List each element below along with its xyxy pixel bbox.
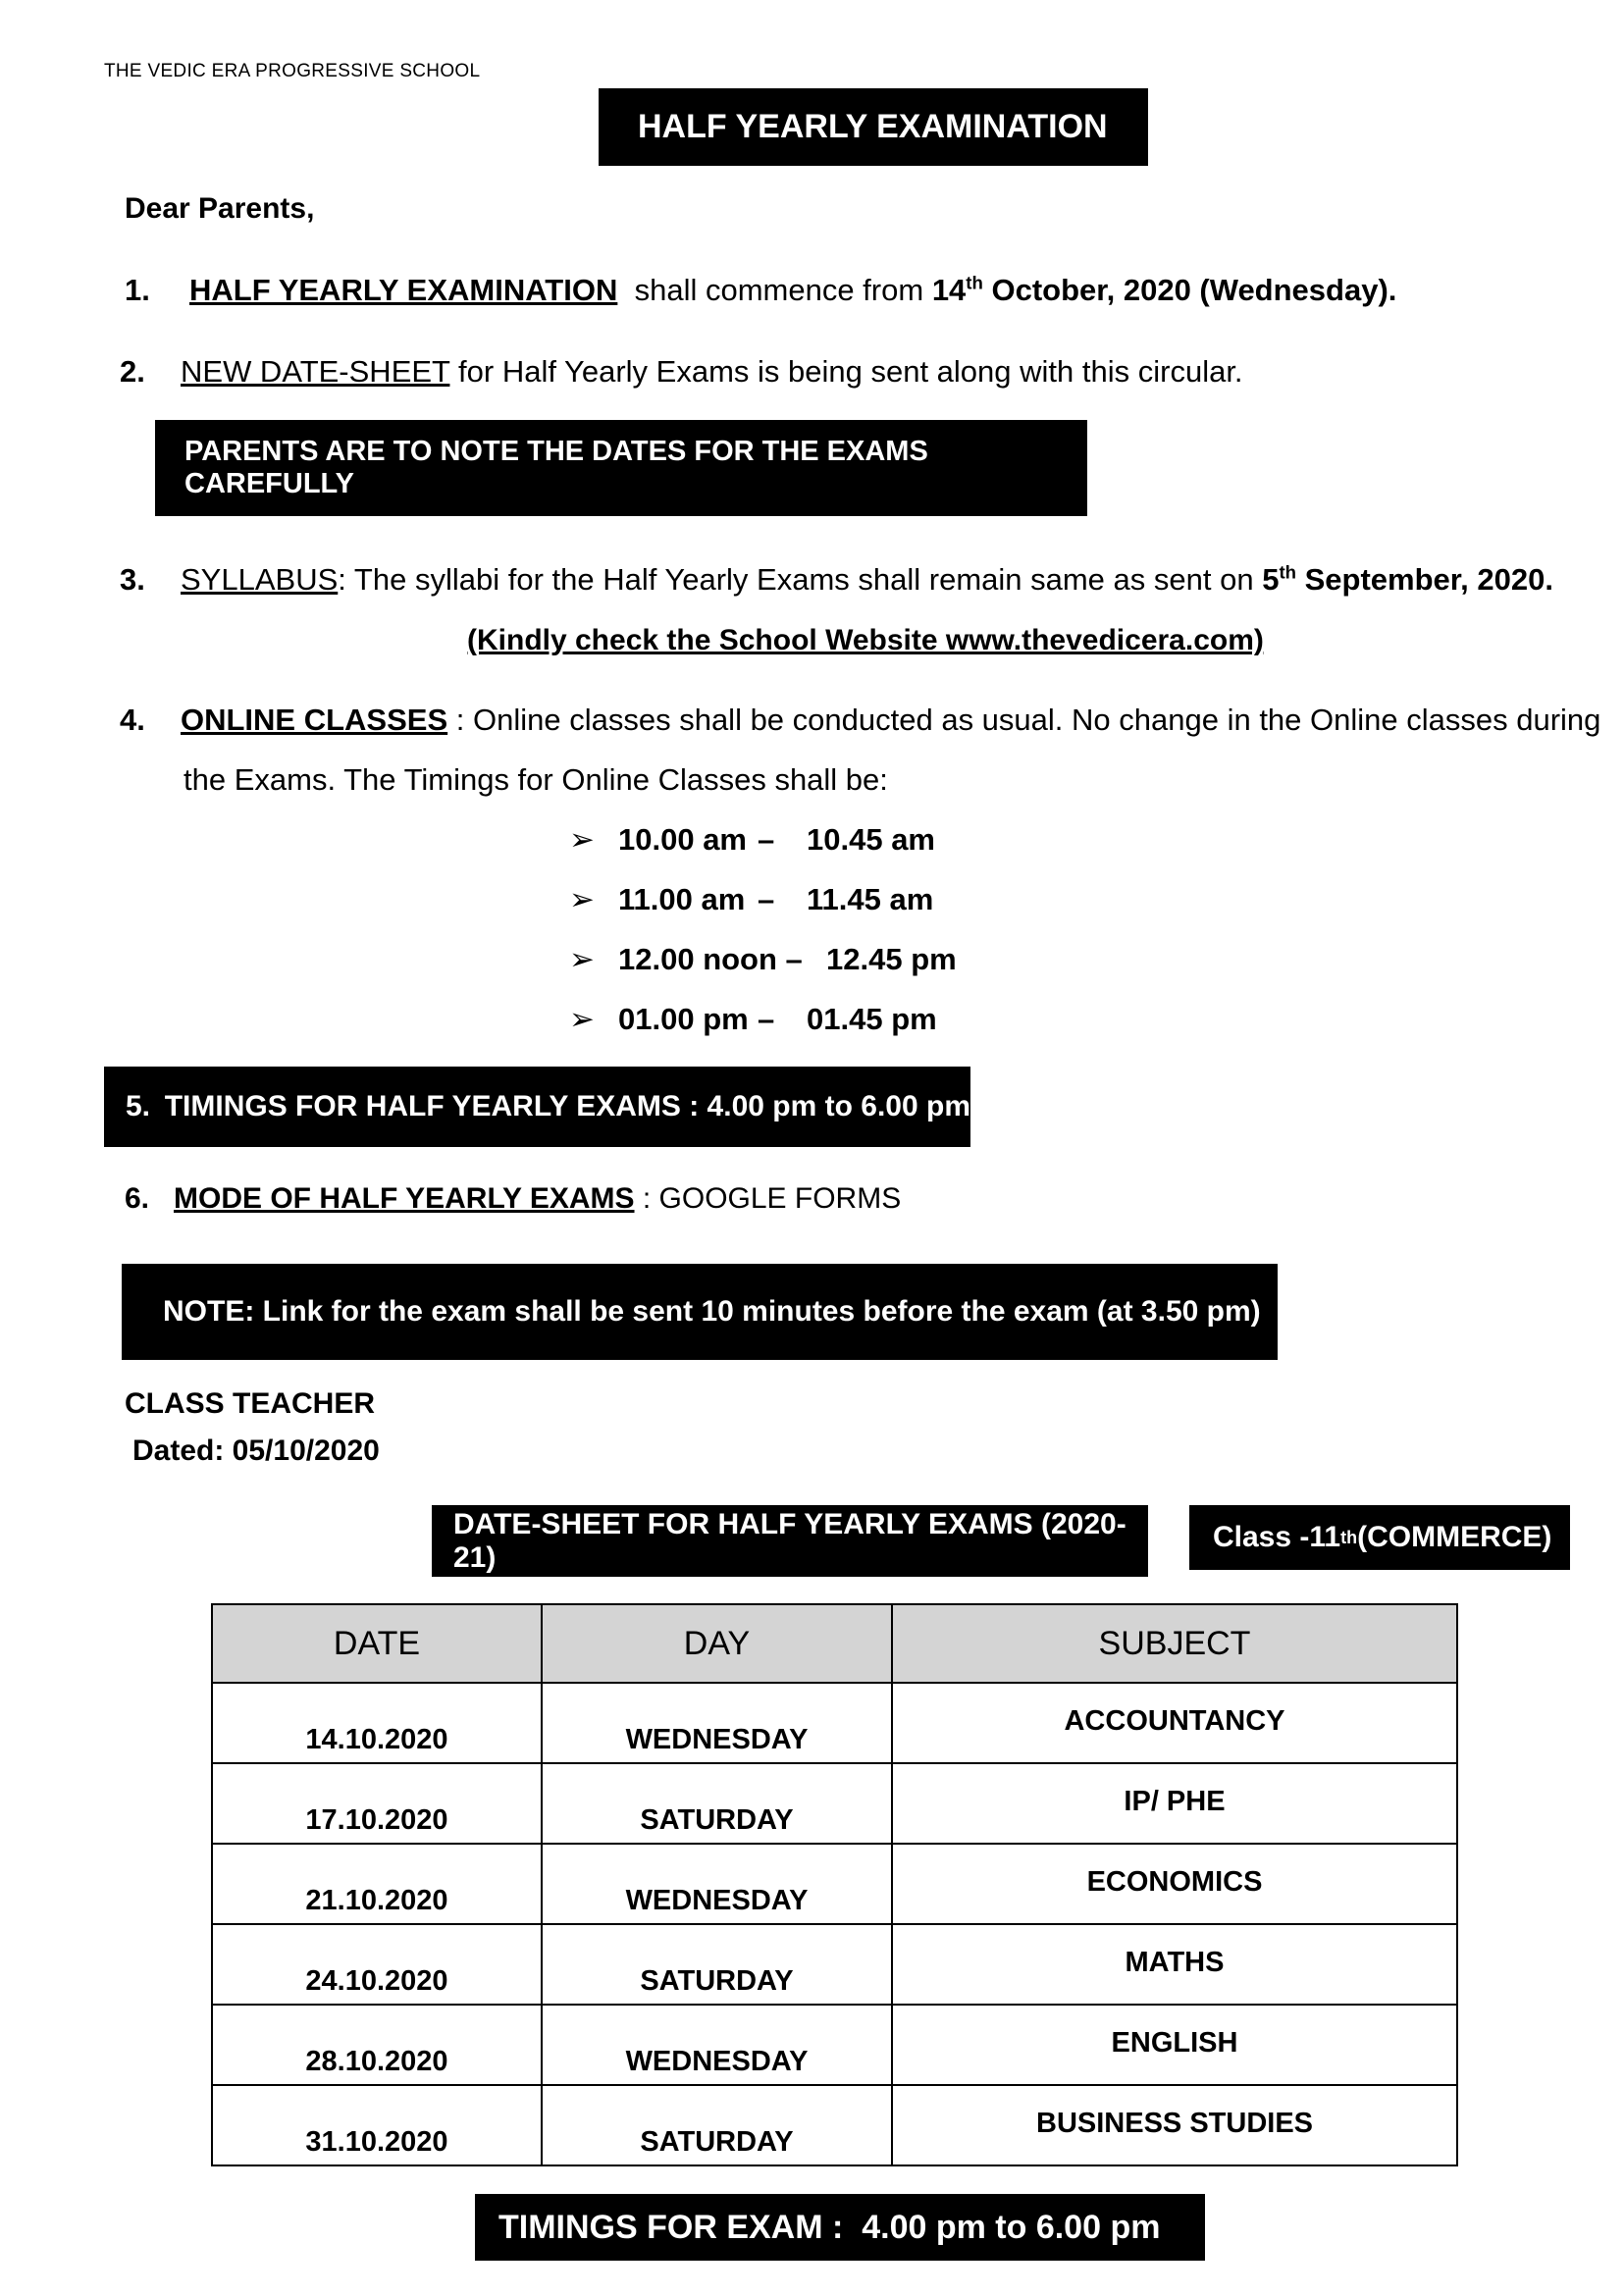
item-5-number: 5.	[126, 1090, 151, 1122]
day-cell: WEDNESDAY	[625, 1724, 809, 1755]
day-cell: SATURDAY	[640, 2126, 794, 2158]
item-4-text: : Online classes shall be conducted as usual. No change in the Online classes during	[447, 703, 1601, 737]
online-timing-3: ➢ 12.00 noon – 12.45 pm	[569, 942, 957, 976]
subject-cell: ENGLISH	[1111, 2027, 1238, 2059]
item-2	[120, 354, 1243, 390]
online-timing-4: ➢ 01.00 pm – 01.45 pm	[569, 1002, 937, 1036]
greeting: Dear Parents,	[125, 192, 315, 225]
item-3-text: : The syllabi for the Half Yearly Exams shall remain same as sent on	[338, 562, 1263, 597]
note-link-banner: NOTE: Link for the exam shall be sent 10 minutes before the exam (at 3.50 pm)	[122, 1264, 1278, 1360]
table-row	[212, 2085, 1457, 2165]
item-1-heading: HALF YEARLY EXAMINATION	[189, 273, 618, 307]
column-header-subject: SUBJECT	[892, 1604, 1457, 1683]
item-6	[125, 1182, 901, 1216]
item-2-number: 2.	[120, 354, 145, 389]
date-cell: 24.10.2020	[305, 1965, 448, 1997]
subject-cell: BUSINESS STUDIES	[1036, 2108, 1313, 2139]
day-cell: SATURDAY	[640, 1804, 794, 1836]
footer-exam-timing: TIMINGS FOR EXAM : 4.00 pm to 6.00 pm	[475, 2194, 1205, 2261]
item-3-number: 3.	[120, 562, 145, 597]
online-timing-2: ➢ 11.00 am – 11.45 am	[569, 882, 934, 916]
day-cell: WEDNESDAY	[625, 2046, 809, 2077]
item-4-number: 4.	[120, 703, 145, 737]
item-5-text: : 4.00 pm to 6.00 pm	[689, 1090, 970, 1122]
column-header-day: DAY	[542, 1604, 892, 1683]
subject-cell: MATHS	[1125, 1947, 1225, 1978]
item-4-text-continued: the Exams. The Timings for Online Classes shall be:	[183, 762, 888, 797]
datesheet-table	[211, 1603, 1458, 2166]
item-5-heading: TIMINGS FOR HALF YEARLY EXAMS	[164, 1090, 681, 1122]
item-2-heading: NEW DATE-SHEET	[181, 354, 450, 389]
subject-cell: ACCOUNTANCY	[1064, 1705, 1285, 1737]
table-header-row	[212, 1604, 1457, 1683]
class-label: Class -11 th (COMMERCE)	[1189, 1505, 1570, 1570]
datesheet-title: DATE-SHEET FOR HALF YEARLY EXAMS (2020-21)	[432, 1505, 1148, 1577]
exam-timings-banner	[104, 1067, 970, 1147]
item-6-heading: MODE OF HALF YEARLY EXAMS	[174, 1182, 635, 1215]
date-cell: 28.10.2020	[305, 2046, 448, 2077]
dated: Dated: 05/10/2020	[132, 1434, 380, 1467]
online-timing-1: ➢ 10.00 am – 10.45 am	[569, 822, 935, 857]
table-row	[212, 2005, 1457, 2085]
school-website-link[interactable]: (Kindly check the School Website www.thevedicera.com)	[467, 624, 1264, 656]
day-cell: WEDNESDAY	[625, 1885, 809, 1916]
arrow-icon: ➢	[569, 1002, 595, 1036]
item-3-date: 5th September, 2020.	[1262, 561, 1553, 597]
item-3-heading: SYLLABUS	[181, 562, 339, 597]
item-4	[120, 703, 1600, 738]
note-dates-banner: PARENTS ARE TO NOTE THE DATES FOR THE EXAMS CAREFULLY	[155, 420, 1087, 516]
class-teacher-signature: CLASS TEACHER	[125, 1387, 376, 1420]
column-header-date: DATE	[212, 1604, 542, 1683]
school-name: THE VEDIC ERA PROGRESSIVE SCHOOL	[104, 61, 481, 81]
item-3	[120, 562, 1553, 598]
table-row	[212, 1844, 1457, 1924]
date-cell: 14.10.2020	[305, 1724, 448, 1755]
date-cell: 31.10.2020	[305, 2126, 448, 2158]
item-6-text: : GOOGLE FORMS	[634, 1182, 902, 1215]
table-row	[212, 1763, 1457, 1844]
subject-cell: ECONOMICS	[1086, 1866, 1263, 1898]
item-1-date: 14th October, 2020 (Wednesday).	[931, 272, 1397, 307]
page-title: HALF YEARLY EXAMINATION	[599, 88, 1148, 166]
arrow-icon: ➢	[569, 882, 595, 916]
item-1-text: shall commence from	[634, 273, 924, 307]
date-cell: 21.10.2020	[305, 1885, 448, 1916]
table-row	[212, 1924, 1457, 2005]
item-2-text: for Half Yearly Exams is being sent along with this circular.	[449, 354, 1243, 389]
item-1-number: 1.	[125, 273, 150, 307]
arrow-icon: ➢	[569, 822, 595, 857]
item-4-heading: ONLINE CLASSES	[181, 703, 448, 737]
item-1	[125, 273, 1396, 308]
arrow-icon: ➢	[569, 942, 595, 976]
item-6-number: 6.	[125, 1182, 150, 1215]
table-row	[212, 1683, 1457, 1763]
date-cell: 17.10.2020	[305, 1804, 448, 1836]
day-cell: SATURDAY	[640, 1965, 794, 1997]
subject-cell: IP/ PHE	[1124, 1786, 1226, 1817]
